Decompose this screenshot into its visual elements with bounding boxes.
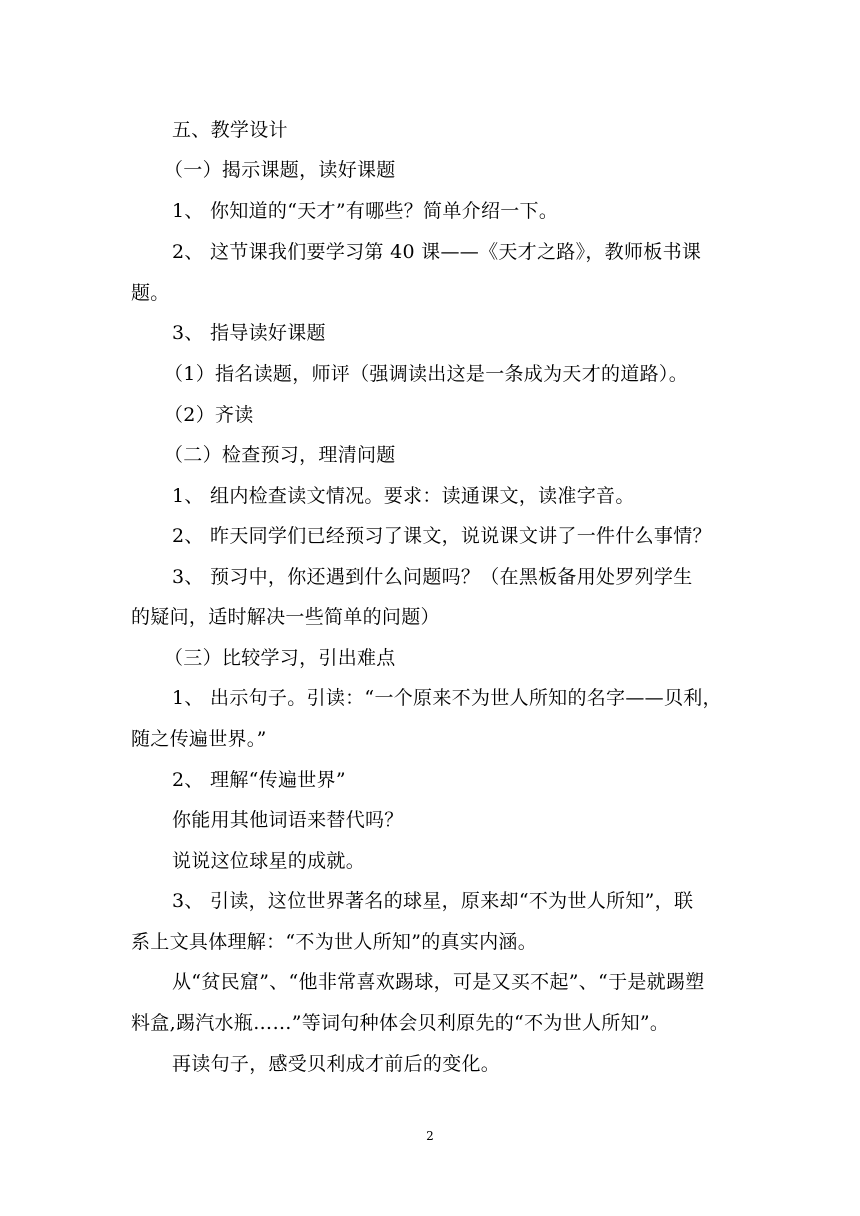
paragraph-line: 你能用其他词语来替代吗？	[172, 809, 404, 831]
paragraph-line: 1、 你知道的“天才”有哪些？简单介绍一下。	[172, 200, 559, 222]
paragraph-line: 说说这位球星的成就。	[172, 850, 366, 872]
paragraph-line: 3、 引读，这位世界著名的球星，原来却“不为世人所知”，联	[172, 890, 694, 912]
paragraph-line: 系上文具体理解：“不为世人所知”的真实内涵。	[131, 931, 538, 953]
page-number: 2	[426, 1129, 434, 1143]
paragraph-line: 3、 预习中，你还遇到什么问题吗？（在黑板备用处罗列学生	[172, 566, 693, 588]
paragraph-line: （1）指名读题，师评（强调读出这是一条成为天才的道路）。	[164, 363, 688, 385]
paragraph-line: 2、 这节课我们要学习第 40 课——《天才之路》，教师板书课	[172, 241, 702, 263]
paragraph-line: 料盒,踢汽水瓶……”等词句种体会贝利原先的“不为世人所知”。	[131, 1012, 670, 1034]
paragraph-line: 2、 昨天同学们已经预习了课文，说说课文讲了一件什么事情？	[172, 525, 712, 547]
paragraph-line: 再读句子，感受贝利成才前后的变化。	[172, 1053, 501, 1075]
paragraph-line: （2）齐读	[164, 404, 254, 426]
paragraph-line: 随之传遍世界。”	[131, 728, 267, 750]
paragraph-line: 从“贫民窟”、“他非常喜欢踢球，可是又买不起”、“于是就踢塑	[172, 971, 705, 993]
subsection-heading: （三）比较学习，引出难点	[164, 647, 396, 669]
paragraph-line: 的疑问，适时解决一些简单的问题）	[131, 606, 440, 628]
paragraph-line: 1、 组内检查读文情况。要求：读通课文，读准字音。	[172, 485, 635, 507]
subsection-heading: （一）揭示课题，读好课题	[164, 159, 396, 181]
paragraph-line: 2、 理解“传遍世界”	[172, 769, 346, 791]
paragraph-line: 题。	[131, 282, 170, 304]
subsection-heading: （二）检查预习，理清问题	[164, 444, 396, 466]
paragraph-line: 3、 指导读好课题	[172, 322, 326, 344]
section-heading: 五、教学设计	[172, 119, 288, 141]
paragraph-line: 1、 出示句子。引读：“一个原来不为世人所知的名字——贝利，	[172, 687, 722, 709]
